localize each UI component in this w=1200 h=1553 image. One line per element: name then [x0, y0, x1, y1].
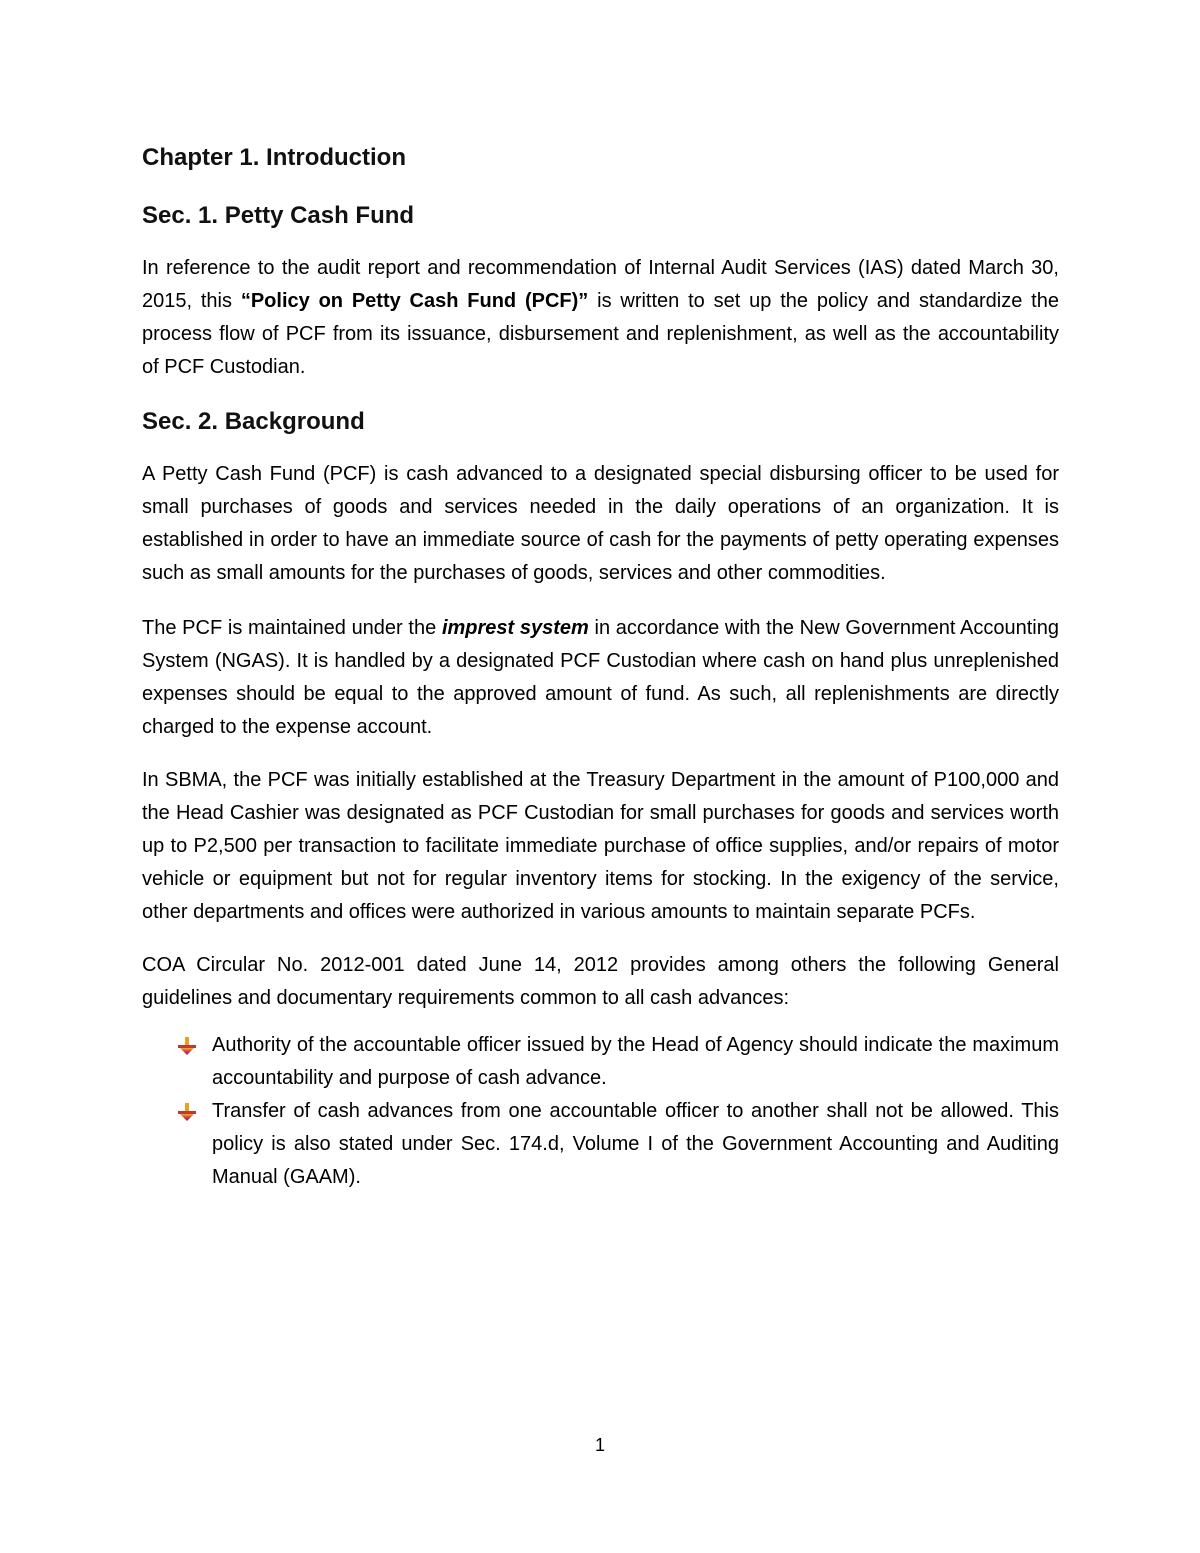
page-content — [142, 142, 1059, 1194]
section-2-paragraph-2 — [142, 612, 1059, 744]
list-item — [142, 1029, 1059, 1095]
policy-name-bold: “Policy on Petty Cash Fund (PCF)” — [240, 290, 589, 312]
section-1-title: Sec. 1. Petty Cash Fund — [142, 202, 415, 229]
section-2-paragraph-2-post: in accordance with the New Government Accounting System (NGAS). It is handled by a designated PCF Custodian where cash on hand plus unreplenished expenses should be equal to the approved amount of fund. As such, all replenishments are directly charged to the expense account. — [142, 617, 1060, 738]
bullet-text: Transfer of cash advances from one accountable officer to another shall not be allowed. This policy is also stated under Sec. 174.d, Volume I of the Government Accounting and Auditing Manual (GAAM). — [212, 1100, 1059, 1188]
section-2-paragraph-2-pre: The PCF is maintained under the — [142, 617, 442, 639]
section-1-paragraph-text-pre: In reference to the audit report and recommendation of Internal Audit Services (IAS) dated March 30, 2015, this — [142, 257, 1059, 312]
chapter-title: Chapter 1. Introduction — [142, 144, 406, 171]
bullet-text: Authority of the accountable officer issued by the Head of Agency should indicate the maximum accountability and purpose of cash advance. — [212, 1034, 1059, 1089]
arrow-down-icon — [176, 1102, 198, 1122]
guidelines-list — [142, 1029, 1059, 1194]
section-2-paragraph-3: In SBMA, the PCF was initially established at the Treasury Department in the amount of P100,000 and the Head Cashier was designated as PCF Custodian for small purchases for goods and services worth up to P2,500 per transaction to facilitate immediate purchase of office supplies, and/or repairs of motor vehicle or equipment but not for regular inventory items for stocking. In the exigency of the service, other departments and offices were authorized in various amounts to maintain separate PCFs. — [142, 769, 1059, 923]
section-2-paragraph-1: A Petty Cash Fund (PCF) is cash advanced to a designated special disbursing officer to be used for small purchases of goods and services needed in the daily operations of an organization. It is established in order to have an immediate source of cash for the payments of petty operating expenses such as small amounts for the purchases of goods, services and other commodities. — [142, 463, 1059, 584]
section-2-paragraph-4: COA Circular No. 2012-001 dated June 14, 2012 provides among others the following General guidelines and documentary requirements common to all cash advances: — [142, 954, 1059, 1009]
page-number: 1 — [594, 1435, 605, 1455]
section-1-paragraph — [142, 252, 1059, 384]
arrow-down-icon — [176, 1036, 198, 1056]
section-2-title: Sec. 2. Background — [142, 408, 365, 435]
section-1-paragraph-text-post: is written to set up the policy and standardize the process flow of PCF from its issuance, disbursement and replenishment, as well as the accountability of PCF Custodian. — [142, 290, 1059, 378]
imprest-system-emphasis: imprest system — [441, 617, 589, 639]
list-item — [142, 1095, 1059, 1194]
